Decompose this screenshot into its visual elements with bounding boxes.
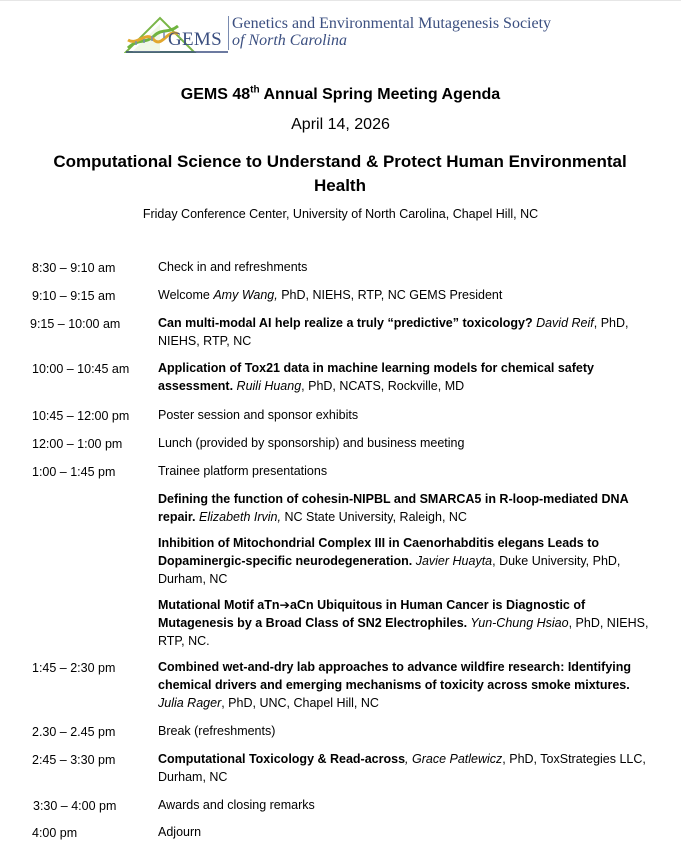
agenda-time: 10:45 – 12:00 pm: [32, 409, 130, 423]
page-title: GEMS 48th Annual Spring Meeting Agenda: [180, 84, 501, 103]
meeting-date: April 14, 2026: [291, 116, 390, 133]
trainee-talk: Mutational Motif aTn➔aCn Ubiquitous in Human Cancer is Diagnostic of Mutagenesis by a Broad Class of SN2 Electrophiles. Yun-Chung Hsiao, PhD, NIEHS, RTP, NC.: [158, 598, 649, 648]
trainee-talk: Inhibition of Mitochondrial Complex III in Caenorhabditis elegans Leads to Dopaminergic-specific neurodegeneration. Javier Huayta, Duke University, PhD, Durham, NC: [158, 536, 621, 586]
agenda-time: 10:00 – 10:45 am: [32, 362, 130, 376]
logo-wordmark: GEMS: [168, 29, 222, 50]
logo-divider: [228, 16, 229, 50]
agenda-item: Check in and refreshments: [158, 260, 308, 274]
agenda-time: 2.30 – 2.45 pm: [32, 725, 116, 739]
agenda-item: Trainee platform presentations: [158, 464, 328, 478]
agenda-time: 1:00 – 1:45 pm: [32, 465, 116, 479]
gems-logo: [124, 12, 564, 56]
agenda-time: 9:15 – 10:00 am: [30, 317, 121, 331]
agenda-time: 1:45 – 2:30 pm: [32, 661, 116, 675]
agenda-item: Adjourn: [158, 825, 202, 839]
agenda-item: Welcome Amy Wang, PhD, NIEHS, RTP, NC GEMS President: [158, 288, 503, 302]
meeting-theme: Computational Science to Understand & Protect Human Environmental Health: [53, 152, 627, 195]
agenda-time: 4:00 pm: [32, 826, 78, 840]
agenda-time: 3:30 – 4:00 pm: [33, 799, 117, 813]
agenda-item: Can multi-modal AI help realize a truly “predictive” toxicology? David Reif, PhD, NIEHS, RTP, NC: [158, 316, 629, 348]
agenda-time: 12:00 – 1:00 pm: [32, 437, 123, 451]
logo-org-line1: Genetics and Environmental Mutagenesis Society: [232, 15, 552, 32]
agenda-item: Lunch (provided by sponsorship) and business meeting: [158, 436, 465, 450]
agenda-item: Awards and closing remarks: [158, 798, 315, 812]
logo-org-line2: of North Carolina: [232, 32, 347, 49]
agenda-item: Break (refreshments): [158, 724, 276, 738]
agenda-item: Computational Toxicology & Read-across, Grace Patlewicz, PhD, ToxStrategies LLC, Durham, NC: [158, 752, 646, 784]
top-rule: [0, 0, 681, 1]
agenda-item: Application of Tox21 data in machine learning models for chemical safety assessment. Ruili Huang, PhD, NCATS, Rockville, MD: [158, 361, 594, 393]
agenda-item: Combined wet-and-dry lab approaches to advance wildfire research: Identifying chemical drivers and emerging mechanisms of toxicity across smoke mixtures. Julia Rager, PhD, UNC, Chapel Hill, NC: [158, 660, 632, 710]
agenda-time: 9:10 – 9:15 am: [32, 289, 116, 303]
trainee-talk: Defining the function of cohesin-NIPBL and SMARCA5 in R-loop-mediated DNA repair. Elizabeth Irvin, NC State University, Raleigh, NC: [158, 492, 629, 524]
agenda-item: Poster session and sponsor exhibits: [158, 408, 359, 422]
meeting-venue: Friday Conference Center, University of North Carolina, Chapel Hill, NC: [142, 207, 539, 221]
agenda-time: 8:30 – 9:10 am: [32, 261, 116, 275]
agenda-time: 2:45 – 3:30 pm: [32, 753, 116, 767]
